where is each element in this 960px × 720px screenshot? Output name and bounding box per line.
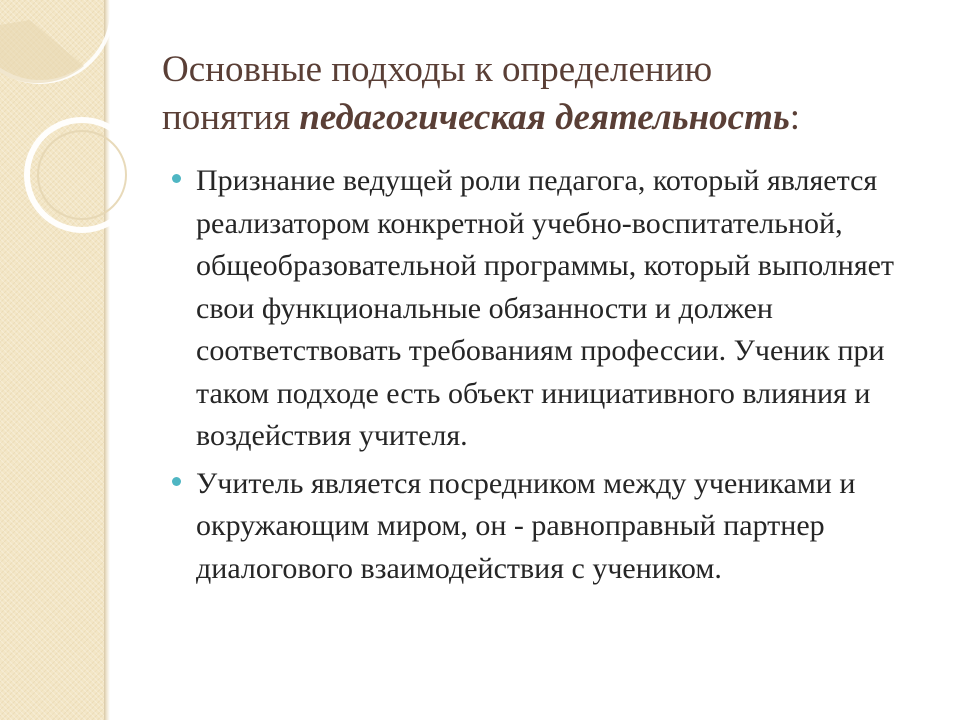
- bullet-item: [170, 160, 940, 458]
- decorative-ring-outer: [27, 120, 137, 230]
- slide-title: [162, 46, 922, 142]
- title-line-1: Основные подходы к определению: [162, 49, 713, 90]
- decorative-arc-top-fill: [0, 20, 84, 83]
- bullet-text: Признание ведущей роли педагога, который является реализатором конкретной учебно-воспитательной, общеобразовательной программы, который выполняет свои функциональные обязанности и должен соответствовать требованиям профессии. Ученик при таком подходе есть объект инициативного влияния и воздействия учителя.: [196, 164, 895, 452]
- bullet-list: [170, 160, 940, 595]
- bullet-dot-icon: [172, 477, 181, 486]
- bullet-dot-icon: [172, 174, 181, 183]
- decorative-circles-graphic: [0, 0, 160, 720]
- title-suffix: :: [789, 97, 801, 138]
- bullet-text: Учитель является посредником между учениками и окружающим миром, он - равноправный партнер диалогового взаимодействия с учеником.: [196, 466, 856, 585]
- decorative-ring-inner: [38, 131, 126, 219]
- title-line-2-prefix: понятия: [162, 97, 300, 138]
- title-emphasis: педагогическая деятельность: [299, 97, 790, 138]
- bullet-item: [170, 463, 940, 591]
